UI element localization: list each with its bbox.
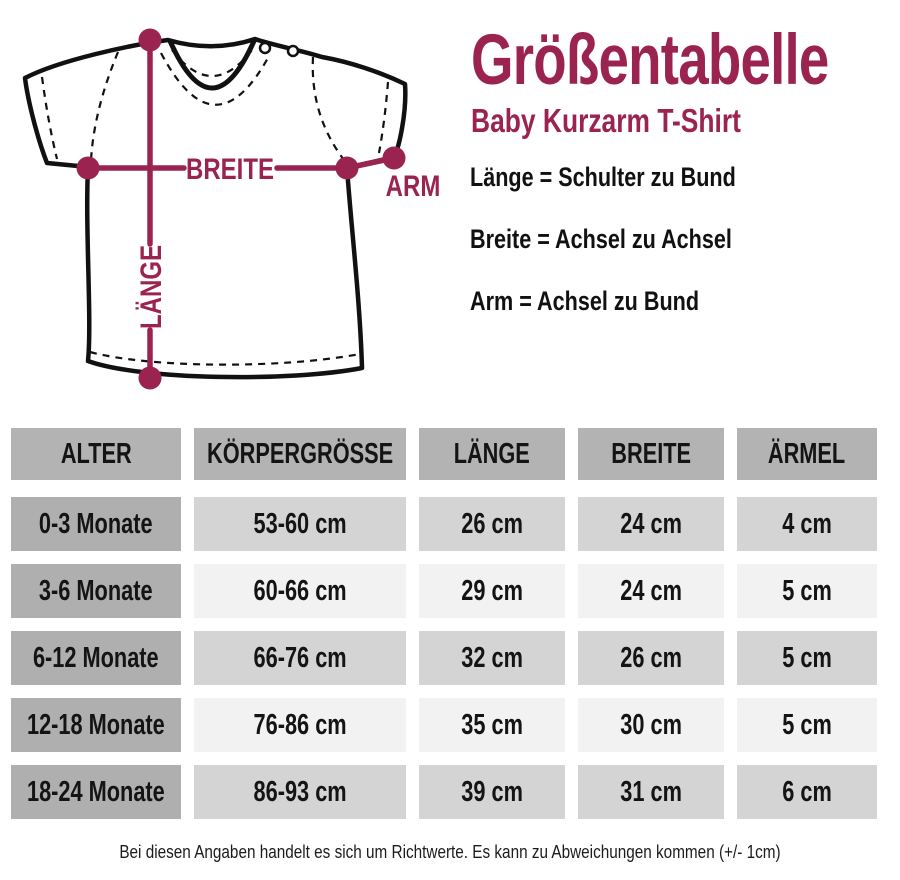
sleeve-cell: 5 cm	[737, 631, 877, 685]
measure-dot	[77, 157, 100, 180]
laenge-label: LÄNGE	[133, 245, 168, 329]
age-cell: 6-12 Monate	[11, 631, 181, 685]
page-title	[471, 21, 900, 100]
page-subtitle-text: Baby Kurzarm T-Shirt	[471, 102, 741, 139]
length-cell: 26 cm	[419, 497, 565, 551]
page-subtitle	[471, 103, 900, 139]
page-title-text: Größentabelle	[471, 21, 829, 100]
table-row	[11, 698, 885, 752]
age-cell: 12-18 Monate	[11, 698, 181, 752]
table-header-row	[11, 428, 885, 480]
body-height-cell: 60-66 cm	[194, 564, 406, 618]
measure-dot	[383, 147, 406, 170]
tshirt-diagram	[0, 0, 450, 430]
sleeve-cell: 5 cm	[737, 698, 877, 752]
snap-button-icon	[260, 43, 270, 53]
width-cell: 24 cm	[578, 497, 724, 551]
legend-item-arm: Arm = Achsel zu Bund	[470, 286, 700, 316]
legend-item-breite: Breite = Achsel zu Achsel	[470, 224, 732, 254]
sleeve-cell: 4 cm	[737, 497, 877, 551]
arm-label: ARM	[385, 168, 441, 203]
body-height-cell: 76-86 cm	[194, 698, 406, 752]
table-row	[11, 564, 885, 618]
measure-dot	[336, 157, 359, 180]
age-cell: 18-24 Monate	[11, 765, 181, 819]
table-row	[11, 497, 885, 551]
age-cell: 0-3 Monate	[11, 497, 181, 551]
measure-dot	[139, 367, 162, 390]
column-header-breite: BREITE	[578, 428, 724, 480]
body-height-cell: 86-93 cm	[194, 765, 406, 819]
width-cell: 31 cm	[578, 765, 724, 819]
body-height-cell: 53-60 cm	[194, 497, 406, 551]
column-header-koerpergroesse: KÖRPERGRÖSSE	[194, 428, 406, 480]
legend-item-laenge: Länge = Schulter zu Bund	[470, 162, 736, 192]
length-cell: 32 cm	[419, 631, 565, 685]
snap-button-icon	[288, 46, 298, 56]
column-header-alter: ALTER	[11, 428, 181, 480]
length-cell: 39 cm	[419, 765, 565, 819]
disclaimer-note: Bei diesen Angaben handelt es sich um Richtwerte. Es kann zu Abweichungen kommen (+/- 1cm)	[119, 842, 781, 862]
length-cell: 29 cm	[419, 564, 565, 618]
sleeve-cell: 5 cm	[737, 564, 877, 618]
title-block	[471, 21, 900, 139]
body-height-cell: 66-76 cm	[194, 631, 406, 685]
width-cell: 26 cm	[578, 631, 724, 685]
measurement-legend	[470, 163, 802, 349]
table-row	[11, 631, 885, 685]
table-row	[11, 765, 885, 819]
measure-dot	[139, 29, 162, 52]
column-header-laenge: LÄNGE	[419, 428, 565, 480]
sleeve-cell: 6 cm	[737, 765, 877, 819]
age-cell: 3-6 Monate	[11, 564, 181, 618]
width-cell: 24 cm	[578, 564, 724, 618]
width-cell: 30 cm	[578, 698, 724, 752]
length-cell: 35 cm	[419, 698, 565, 752]
column-header-aermel: ÄRMEL	[737, 428, 877, 480]
breite-label: BREITE	[186, 151, 274, 186]
size-table	[11, 428, 885, 832]
